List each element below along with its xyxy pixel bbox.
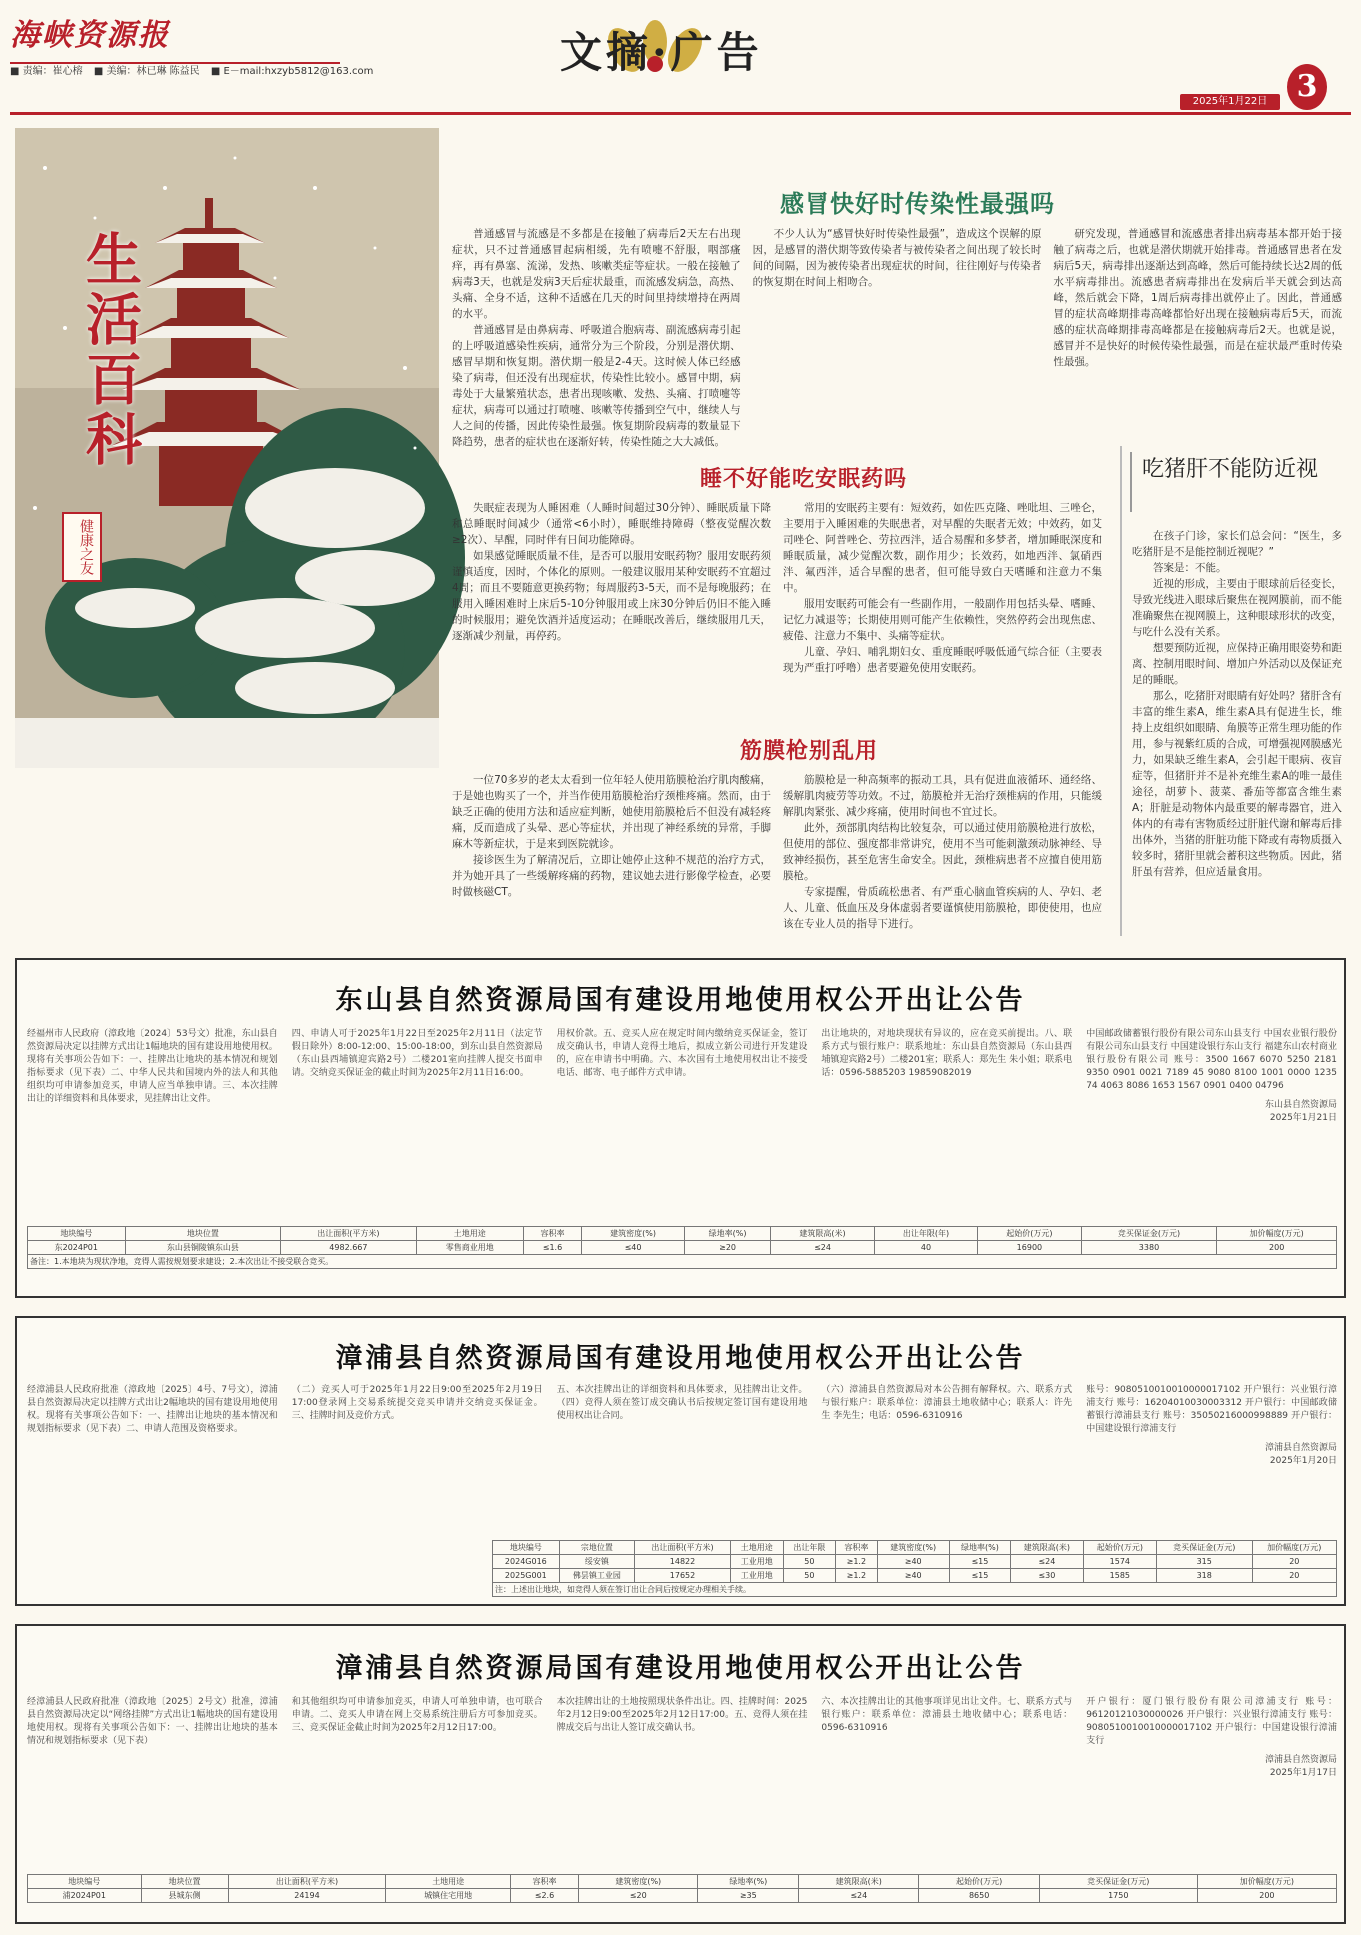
- table-header-cell: 起始价(万元): [919, 1875, 1039, 1889]
- table-cell: 零售商业用地: [416, 1241, 523, 1255]
- ad-zhangpu2-title: 漳浦县自然资源局国有建设用地使用权公开出让公告: [335, 1653, 1026, 1684]
- table-cell: ≥1.2: [836, 1569, 877, 1583]
- table-cell: 2024G016: [493, 1555, 560, 1569]
- article-massage-gun-title: 筋膜枪别乱用: [740, 738, 879, 764]
- ad-zhangpu2-date: 2025年1月17日: [1269, 1768, 1337, 1778]
- table-cell: 工业用地: [730, 1569, 783, 1583]
- table-cell: 16900: [978, 1241, 1081, 1255]
- table-header-cell: 出让年限: [783, 1541, 836, 1555]
- table-header-cell: 加价幅度(万元): [1252, 1541, 1336, 1555]
- ad-dongshan-land-notice: [15, 958, 1346, 1298]
- table-cell: 8650: [919, 1889, 1039, 1903]
- table-cell: 东2024P01: [28, 1241, 126, 1255]
- article-cold-p4: 研究发现，普通感冒和流感患者排出病毒基本都开始于接触了病毒之后，也就是潜伏期就开始排毒。普通感冒患者在发病后5天，病毒排出逐渐达到高峰，然后可能持续长达2周的低水平病毒排出。流感患者病毒排出在发病后半天就会到达高峰，然后就会下降，1周后病毒排出就停止了。因此，普通感冒的症状高峰期排毒高峰都恰好出现在接触病毒后5天，而流感的症状高峰期排毒高峰都是在接触病毒后2天。也就是说，感冒并不是快好的时候传染性最强，而是在症状最严重时传染性最强。: [1053, 228, 1343, 368]
- table-cell: 200: [1217, 1241, 1337, 1255]
- ad-zhangpu2-col4: 六、本次挂牌出让的其他事项详见出让文件。七、联系方式与银行账户：联系单位：漳浦县土地收储中心；联系电话：0596-6310916: [821, 1697, 1073, 1733]
- table-header-cell: 地块位置: [125, 1227, 280, 1241]
- table-header-cell: 容积率: [523, 1227, 582, 1241]
- ad-zhangpu1-col1: 经漳浦县人民政府批准（漳政地〔2025〕4号、7号文），漳浦县自然资源局决定以挂牌方式出让2幅地块的国有建设用地使用权。现将有关事项公告如下：一、挂牌出让地块的基本情况和规划指标要求（见下表）二、申请人范围及资格要求。: [27, 1385, 278, 1434]
- table-cell: 2025G001: [493, 1569, 560, 1583]
- table-header-cell: 容积率: [836, 1541, 877, 1555]
- article-cold-p2: 普通感冒是由鼻病毒、呼吸道合胞病毒、副流感病毒引起的上呼吸道感染性疾病，通常分为三个阶段，分别是潜伏期、感冒早期和恢复期。潜伏期一般是2-4天。这时候人体已经感染了病毒，但还没有出现症状，传染性比较小。感冒中期，病毒处于大量繁殖状态，患者出现咳嗽、发热、头痛、打喷嚏等症状，病毒可以通过打喷嚏、咳嗽等传播到空气中，继续人与人之间的传播，因此传染性最强。恢复期阶段病毒的数量显下降趋势，患者的症状也在逐渐好转，传染性随之大大减低。: [452, 324, 741, 448]
- table-cell: 4982.667: [281, 1241, 417, 1255]
- ad-zhangpu2-col2: 和其他组织均可申请参加竞买，申请人可单独申请，也可联合申请。二、竞买人申请在网上交易系统注册后方可参加竞买。三、竞买保证金截止时间为2025年2月12日17:00。: [291, 1697, 543, 1733]
- table-header-cell: 加价幅度(万元): [1217, 1227, 1337, 1241]
- table-cell: ≤2.6: [510, 1889, 578, 1903]
- table-cell: 17652: [635, 1569, 731, 1583]
- ad-zhangpu2-col1: 经漳浦县人民政府批准（漳政地〔2025〕2号文）批准，漳浦县自然资源局决定以“网络挂牌”方式出让1幅地块的国有建设用地使用权。现将有关事项公告如下：一、挂牌出让地块的基本情况和规划指标要求（见下表）: [27, 1697, 278, 1746]
- article-sleep-title: 睡不好能吃安眠药吗: [700, 466, 908, 492]
- ad-zhangpu1-body: [27, 1384, 1337, 1534]
- table-header-cell: 起始价(万元): [978, 1227, 1081, 1241]
- table-cell: ≤20: [579, 1889, 698, 1903]
- sidebar-p3: 近视的形成，主要由于眼球前后径变长，导致光线进入眼球后聚焦在视网膜前，而不能准确聚焦在视网膜上，这种眼球形状的改变，与吃什么没有关系。: [1132, 578, 1342, 638]
- table-cell: 浦2024P01: [28, 1889, 142, 1903]
- table-cell: ≤24: [1010, 1555, 1083, 1569]
- table-header-cell: 建筑限高(米): [799, 1875, 919, 1889]
- article-cold-p3: 不少人认为“感冒快好时传染性最强”，造成这个误解的原因，是感冒的潜伏期等致传染者与被传染者之间出现了较长时间的间隔，因为被传染者出现症状的时间，往往刚好与传染者的恢复期在时间上相吻合。: [752, 228, 1042, 288]
- ad-dongshan-sign: 东山县自然资源局: [1264, 1100, 1337, 1110]
- table-cell: ≥1.2: [836, 1555, 877, 1569]
- ad-zhangpu2-col3: 本次挂牌出让的土地按照现状条件出让。四、挂牌时间：2025年2月12日9:00至2025年2月12日17:00。五、竞得人须在挂牌成交后与出让人签订成交确认书。: [556, 1697, 808, 1733]
- table-header-cell: 地块编号: [28, 1227, 126, 1241]
- designer-credit: ■ 美编：林已琳 陈益民: [93, 66, 200, 77]
- sidebar-divider: [1120, 446, 1122, 936]
- ad-zhangpu1-date: 2025年1月20日: [1269, 1456, 1337, 1466]
- table-header-cell: 建筑密度(%): [582, 1227, 685, 1241]
- table-cell: ≤40: [582, 1241, 685, 1255]
- ad-zhangpu1-table: [492, 1540, 1337, 1597]
- table-header-cell: 地块位置: [141, 1875, 228, 1889]
- table-cell: ≤24: [771, 1241, 874, 1255]
- table-header-cell: 绿地率(%): [949, 1541, 1010, 1555]
- table-header-cell: 土地用途: [730, 1541, 783, 1555]
- table-cell: 佛昙镇工业园: [559, 1569, 634, 1583]
- column-heading: 生活百科: [77, 230, 143, 470]
- article-massage-gun-p1: 一位70多岁的老太太看到一位年轻人使用筋膜枪治疗肌肉酸痛，于是她也购买了一个，并当作使用筋膜枪治疗颈椎疼痛。然而，由于缺乏正确的使用方法和适应症判断，她使用筋膜枪后不但没有减轻疼痛，反而造成了头晕、恶心等症状，并出现了神经系统的异常，手脚麻木等新症状，于是来到医院就诊。: [452, 774, 771, 850]
- article-cold-p1: 普通感冒与流感是不多都是在接触了病毒后2天左右出现症状，只不过普通感冒起病相缓，先有喷嚏不舒服，咽部瘙痒，再有鼻塞、流涕，发热、咳嗽类症等症状。一般在接触了病毒3天，也就是发病3天后症状最重，而流感发病急，高热、头痛、全身不适，这种不适感在几天的时间里持续增持在两周的水平。: [452, 228, 741, 320]
- table-cell: 50: [783, 1569, 836, 1583]
- article-sleep-p2: 如果感觉睡眠质量不佳，是否可以服用安眠药物？服用安眠药须谨慎适度，因时，个体化的原则。一般建议服用某种安眠药不宜超过4周；而且不要随意更换药物；每周服药3-5天，而不是每晚服药；在服用入睡困难时上床后5-10分钟服用或上床30分钟后仍旧不能入睡的时候服用；避免饮酒并适度运动；在睡眠改善后，继续服用几天，逐渐减少剂量，再停药。: [452, 550, 771, 642]
- table-cell: ≥20: [684, 1241, 770, 1255]
- table-cell: 50: [783, 1555, 836, 1569]
- masthead-meta: [10, 62, 480, 77]
- article-cold-title: 感冒快好时传染性最强吗: [780, 189, 1055, 218]
- table-cell: 1750: [1039, 1889, 1197, 1903]
- article-massage-gun-p2: 接诊医生为了解清况后，立即让她停止这种不规范的治疗方式，并为她开具了一些缓解疼痛的药物，建议她去进行影像学检查，必要时做核磁CT。: [452, 854, 771, 898]
- table-cell: 200: [1197, 1889, 1336, 1903]
- sidebar-p1: 在孩子门诊，家长们总会问：“医生，多吃猪肝是不是能控制近视呢？”: [1132, 530, 1342, 558]
- table-cell: ≥35: [698, 1889, 799, 1903]
- table-header-cell: 建筑密度(%): [579, 1875, 698, 1889]
- ad-zhangpu1-sign: 漳浦县自然资源局: [1264, 1443, 1337, 1453]
- table-header-cell: 出让面积(平方米): [635, 1541, 731, 1555]
- table-header-cell: 绿地率(%): [684, 1227, 770, 1241]
- table-cell: 3380: [1081, 1241, 1217, 1255]
- column-subheading: 健康之友: [62, 512, 102, 582]
- table-header-cell: 出让年限(年): [874, 1227, 977, 1241]
- table-header-cell: 地块编号: [28, 1875, 142, 1889]
- article-sleep-p4: 服用安眠药可能会有一些副作用，一般副作用包括头晕、嗜睡、记忆力减退等；长期使用则可能产生依赖性，突然停药会出现焦虑、疲倦、注意力不集中、头痛等症状。: [783, 598, 1102, 642]
- section-title: 文摘·广告: [560, 28, 763, 77]
- ad-dongshan-table-note: 备注：1.本地块为现状净地，竞得人需按规划要求建设；2.本次出让不接受联合竞买。: [28, 1255, 1337, 1269]
- table-header-cell: 容积率: [510, 1875, 578, 1889]
- table-header-cell: 加价幅度(万元): [1197, 1875, 1336, 1889]
- ad-dongshan-col1: 经福州市人民政府（漳政地〔2024〕53号文）批准，东山县自然资源局决定以挂牌方式出让1幅地块的国有建设用地使用权。现将有关事项公告如下：一、挂牌出让地块的基本情况和规划指标要求（见下表）二、中华人民共和国境内外的法人和其他组织均可申请参加竞买，申请人应当单独申请。三、本次挂牌出让的详细资料和具体要求，见挂牌出让文件。: [27, 1029, 278, 1104]
- ad-dongshan-date: 2025年1月21日: [1269, 1113, 1337, 1123]
- newspaper-logo: 海峡资源报: [10, 10, 330, 56]
- sidebar-p2: 答案是：不能。: [1153, 562, 1227, 574]
- ad-zhangpu1-title: 漳浦县自然资源局国有建设用地使用权公开出让公告: [335, 1343, 1026, 1374]
- ad-zhangpu1-col4: （六）漳浦县自然资源局对本公告拥有解释权。六、联系方式与银行账户：联系单位：漳浦县土地收储中心；联系人：许先生 李先生；电话：0596-6310916: [821, 1385, 1073, 1421]
- sidebar-p4: 想要预防近视，应保持正确用眼姿势和距离、控制用眼时间、增加户外活动以及保证充足的睡眠。: [1132, 642, 1342, 686]
- ad-dongshan-col4: 出让地块的，对地块现状有异议的，应在竞买前提出。八、联系方式与银行账户：联系地址：东山县自然资源局（东山县西埔镇迎宾路2号）二楼201室；联系人：郑先生 朱小姐；联系电话：0596-5885203 19859082019: [821, 1029, 1073, 1078]
- ad-zhangpu2-sign: 漳浦县自然资源局: [1264, 1755, 1337, 1765]
- table-cell: ≥40: [877, 1555, 949, 1569]
- sidebar-title: 吃猪肝不能防近视: [1130, 452, 1320, 512]
- table-cell: 20: [1252, 1555, 1336, 1569]
- ad-dongshan-col2: 四、申请人可于2025年1月22日至2025年2月11日（法定节假日除外）8:00-12:00、15:00-18:00，到东山县自然资源局（东山县西埔镇迎宾路2号）二楼201室向挂牌人提交书面申请。交纳竞买保证金的截止时间为2025年2月11日16:00。: [291, 1029, 543, 1078]
- masthead-rule: [10, 112, 1351, 115]
- table-cell: ≤30: [1010, 1569, 1083, 1583]
- table-cell: 东山县铜陵镇东山县: [125, 1241, 280, 1255]
- table-cell: ≤15: [949, 1555, 1010, 1569]
- table-cell: 318: [1156, 1569, 1252, 1583]
- table-cell: 40: [874, 1241, 977, 1255]
- ad-zhangpu1-banks: 账号：9080510010010000017102 开户银行：兴业银行漳浦支行 账号：16204010030003312 开户银行：中国邮政储蓄银行漳浦县支行 账号：35050216000998889 开户银行：中国建设银行漳浦支行: [1086, 1385, 1337, 1434]
- email-credit: ■ E－mail:hxzyb5812@163.com: [210, 66, 374, 77]
- table-header-cell: 绿地率(%): [698, 1875, 799, 1889]
- table-header-cell: 土地用途: [416, 1227, 523, 1241]
- article-massage-gun-p3: 筋膜枪是一种高频率的振动工具，具有促进血液循环、通经络、缓解肌肉疲劳等功效。不过，筋膜枪并无治疗颈椎病的作用，只能缓解肌肉紧张、减少疼痛，使用时间也不宜过长。: [783, 774, 1102, 818]
- article-sleep-p5: 儿童、孕妇、哺乳期妇女、重度睡眠呼吸低通气综合征（主要表现为严重打呼噜）患者要避免使用安眠药。: [783, 646, 1102, 674]
- ad-dongshan-body: [27, 1028, 1337, 1220]
- table-header-cell: 地块编号: [493, 1541, 560, 1555]
- article-massage-gun-p5: 专家提醒，骨质疏松患者、有严重心脑血管疾病的人、孕妇、老人、儿童、低血压及身体虚弱者要谨慎使用筋膜枪，即使使用，也应该在专业人员的指导下进行。: [783, 886, 1102, 930]
- table-row: [493, 1555, 1337, 1569]
- table-header-cell: 竞买保证金(万元): [1156, 1541, 1252, 1555]
- editor-credit: ■ 责编：崔心榕: [10, 66, 83, 77]
- ad-zhangpu2-banks: 开户银行：厦门银行股份有限公司漳浦支行 账号：96120121030000026 开户银行：兴业银行漳浦支行 账号：9080510010010000017102 开户银行：中国建设银行漳浦支行: [1086, 1697, 1337, 1746]
- table-row: [493, 1569, 1337, 1583]
- table-header-cell: 起始价(万元): [1083, 1541, 1156, 1555]
- table-cell: 工业用地: [730, 1555, 783, 1569]
- article-massage-gun-body: [452, 772, 1102, 942]
- article-massage-gun-p4: 此外，颈部肌肉结构比较复杂，可以通过使用筋膜枪进行放松，但使用的部位、强度都非常讲究，使用不当可能刺激颈动脉神经、导致神经损伤，甚至危害生命安全。因此，颈椎病患者不应擅自使用筋膜枪。: [783, 822, 1102, 882]
- table-cell: ≤1.6: [523, 1241, 582, 1255]
- table-cell: 24194: [228, 1889, 386, 1903]
- ad-zhangpu1-col3: 五、本次挂牌出让的详细资料和具体要求，见挂牌出让文件。（四）竞得人须在签订成交确认书后按规定签订国有建设用地使用权出让合同。: [556, 1385, 808, 1421]
- table-cell: 14822: [635, 1555, 731, 1569]
- table-cell: 20: [1252, 1569, 1336, 1583]
- table-cell: 绥安镇: [559, 1555, 634, 1569]
- ad-dongshan-title: 东山县自然资源局国有建设用地使用权公开出让公告: [335, 985, 1026, 1016]
- article-sleep-p3: 常用的安眠药主要有：短效药，如佐匹克隆、唑吡坦、三唑仑，主要用于入睡困难的失眠患者，对早醒的失眠者无效；中效药，如艾司唑仑、阿普唑仑、劳拉西泮，适合易醒和多梦者，增加睡眠深度和睡眠质量，减少觉醒次数，副作用少；长效药，如地西泮、氯硝西泮、氟西泮，适合早醒的患者，但可能导致白天嗜睡和注意力不集中。: [783, 502, 1102, 594]
- table-header-cell: 建筑密度(%): [877, 1541, 949, 1555]
- table-header-cell: 宗地位置: [559, 1541, 634, 1555]
- ad-zhangpu-notice-1: [15, 1316, 1346, 1606]
- table-cell: 县城东侧: [141, 1889, 228, 1903]
- ad-dongshan-table: [27, 1226, 1337, 1269]
- ad-dongshan-banks: 中国邮政储蓄银行股份有限公司东山县支行 中国农业银行股份有限公司东山县支行 中国建设银行东山支行 福建东山农村商业银行股份有限公司 账号：3500 1667 6070 5250 2181 9350 0901 0021 7189 45 9080 8100 1001 0000 1235 74 4063 8086 1653 1567 0901 0400 04796: [1086, 1029, 1337, 1091]
- sidebar-body: [1132, 528, 1342, 938]
- table-header-cell: 出让面积(平方米): [228, 1875, 386, 1889]
- table-header-cell: 建筑限高(米): [1010, 1541, 1083, 1555]
- ad-zhangpu2-table: [27, 1874, 1337, 1903]
- table-cell: ≥40: [877, 1569, 949, 1583]
- ad-zhangpu2-body: [27, 1696, 1337, 1866]
- ad-zhangpu1-col2: （二）竞买人可于2025年1月22日9:00至2025年2月19日17:00登录网上交易系统提交竞买申请并交纳竞买保证金。三、挂牌时间及竞价方式。: [291, 1385, 543, 1421]
- table-header-cell: 土地用途: [386, 1875, 510, 1889]
- article-sleep-body: [452, 500, 1102, 720]
- table-cell: ≤24: [799, 1889, 919, 1903]
- issue-date: 2025年1月22日: [1180, 94, 1280, 110]
- article-cold-body: [452, 226, 1343, 448]
- table-header-cell: 竞买保证金(万元): [1081, 1227, 1217, 1241]
- table-cell: 315: [1156, 1555, 1252, 1569]
- ad-zhangpu1-table-note: 注：上述出让地块，如竞得人须在签订出让合同后按规定办理相关手续。: [493, 1583, 1337, 1597]
- table-cell: ≤15: [949, 1569, 1010, 1583]
- ad-dongshan-col3: 用权价款。五、竞买人应在规定时间内缴纳竞买保证金，签订成交确认书，申请人竞得土地后，拟成立新公司进行开发建设的，应在申请书中明确。六、本次国有土地使用权出让不接受电话、邮寄、电子邮件方式申请。: [556, 1029, 808, 1078]
- article-sleep-p1: 失眠症表现为人睡困难（人睡时间超过30分钟）、睡眠质量下降和总睡眠时间减少（通常<6小时），睡眠维持障碍（整夜觉醒次数≥2次）、早醒，同时伴有日间功能障碍。: [452, 502, 771, 546]
- ad-zhangpu-notice-2: [15, 1624, 1346, 1924]
- table-header-cell: 建筑限高(米): [771, 1227, 874, 1241]
- page-number: 3: [1287, 64, 1327, 110]
- table-header-cell: 竞买保证金(万元): [1039, 1875, 1197, 1889]
- table-cell: 城镇住宅用地: [386, 1889, 510, 1903]
- table-cell: 1585: [1083, 1569, 1156, 1583]
- table-cell: 1574: [1083, 1555, 1156, 1569]
- sidebar-p5: 那么，吃猪肝对眼睛有好处吗？猪肝含有丰富的维生素A，维生素A具有促进生长，维持上皮组织如眼睛、角膜等正常生理功能的作用，参与视紫红质的合成，可增强视网膜感光力，如果缺乏维生素A，会引起干眼病、夜盲症等，但猪肝并不是补充维生素A的唯一最佳途径，胡萝卜、菠菜、番茄等都富含维生素A；肝脏是动物体内最重要的解毒器官，进入体内的有毒有害物质经过肝脏代谢和解毒后排出体外，当猪的肝脏功能下降或有毒物质摄入较多时，猪肝里就会蓄积这些物质。因此，猪肝虽有营养，但应适量食用。: [1132, 690, 1342, 878]
- table-header-cell: 出让面积(平方米): [281, 1227, 417, 1241]
